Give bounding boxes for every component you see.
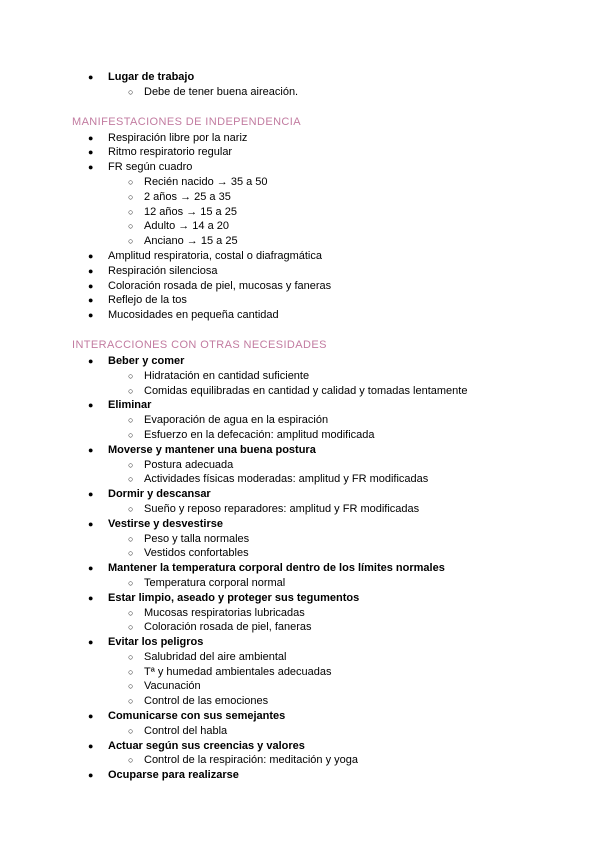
list-item-label: Mucosidades en pequeña cantidad [108, 309, 279, 322]
circle-bullet-icon: ○ [128, 533, 134, 544]
sub-list [108, 458, 600, 488]
list-item-label: Respiración silenciosa [108, 264, 218, 277]
sub-list-item-label: 12 años → 15 a 25 [144, 205, 237, 218]
sub-list-item [108, 576, 600, 591]
circle-bullet-icon: ○ [128, 370, 134, 381]
circle-bullet-icon: ○ [128, 191, 134, 202]
list-item [0, 145, 600, 160]
sub-list [108, 369, 600, 399]
list-item-label: Ritmo respiratorio regular [108, 146, 233, 159]
sub-list-item-label: Hidratación en cantidad suficiente [144, 369, 310, 382]
document-page [0, 70, 600, 783]
sub-list [108, 532, 600, 562]
bullet-icon: ● [88, 280, 94, 291]
bullet-icon: ● [88, 250, 94, 261]
list-item [0, 591, 600, 635]
list-item [0, 398, 600, 442]
list-item [0, 517, 600, 561]
sub-list-item-label: Esfuerzo en la defecación: amplitud modificada [144, 428, 375, 441]
sub-list-item-label: Vacunación [144, 680, 201, 693]
bullet-list [0, 131, 600, 323]
circle-bullet-icon: ○ [128, 681, 134, 692]
bullet-icon: ● [88, 444, 94, 455]
sub-list-item-label: 2 años → 25 a 35 [144, 190, 231, 203]
list-item [0, 561, 600, 591]
circle-bullet-icon: ○ [128, 176, 134, 187]
sub-list-item [108, 369, 600, 384]
list-item-label: Comunicarse con sus semejantes [108, 710, 286, 723]
bullet-icon: ● [88, 592, 94, 603]
list-item-label: Vestirse y desvestirse [108, 517, 223, 530]
bullet-icon: ● [88, 770, 94, 781]
bullet-list [0, 70, 600, 100]
list-item [0, 487, 600, 517]
bullet-icon: ● [88, 637, 94, 648]
sub-list-item [108, 428, 600, 443]
sub-list-item [108, 606, 600, 621]
sub-list-item [108, 190, 600, 205]
list-item [0, 443, 600, 487]
list-item [0, 739, 600, 769]
list-item [0, 709, 600, 739]
sub-list [108, 502, 600, 517]
circle-bullet-icon: ○ [128, 622, 134, 633]
sub-list [108, 753, 600, 768]
list-item-label: Amplitud respiratoria, costal o diafragmática [108, 249, 322, 262]
bullet-icon: ● [88, 132, 94, 143]
sub-list-item-label: Anciano → 15 a 25 [144, 235, 238, 248]
list-item [0, 293, 600, 308]
sub-list-item-label: Tª y humedad ambientales adecuadas [144, 665, 332, 678]
sub-list-item [108, 205, 600, 220]
sub-list-item [108, 175, 600, 190]
list-item-label: Mantener la temperatura corporal dentro de los límites normales [108, 562, 445, 575]
sub-list-item-label: Mucosas respiratorias lubricadas [144, 606, 305, 619]
sub-list-item [108, 413, 600, 428]
sub-list-item [108, 665, 600, 680]
sub-list-item [108, 234, 600, 249]
list-item-label: Moverse y mantener una buena postura [108, 443, 316, 456]
sub-list [108, 175, 600, 249]
circle-bullet-icon: ○ [128, 607, 134, 618]
sub-list-item-label: Comidas equilibradas en cantidad y calidad y tomadas lentamente [144, 384, 468, 397]
bullet-icon: ● [88, 310, 94, 321]
bullet-icon: ● [88, 489, 94, 500]
sub-list-item-label: Actividades físicas moderadas: amplitud y FR modificadas [144, 473, 429, 486]
circle-bullet-icon: ○ [128, 696, 134, 707]
list-item [0, 249, 600, 264]
list-item-label: Actuar según sus creencias y valores [108, 739, 305, 752]
sub-list-item [108, 532, 600, 547]
list-item-label: Ocuparse para realizarse [108, 769, 239, 782]
bullet-icon: ● [88, 740, 94, 751]
bullet-icon: ● [88, 563, 94, 574]
list-item [0, 635, 600, 709]
sub-list [108, 413, 600, 443]
bullet-icon: ● [88, 400, 94, 411]
sub-list-item [108, 458, 600, 473]
list-item-label: Dormir y descansar [108, 488, 211, 501]
sub-list-item [108, 502, 600, 517]
circle-bullet-icon: ○ [128, 503, 134, 514]
circle-bullet-icon: ○ [128, 86, 134, 97]
circle-bullet-icon: ○ [128, 385, 134, 396]
sub-list [108, 650, 600, 709]
sub-list-item [108, 694, 600, 709]
sub-list [108, 606, 600, 636]
sub-list [108, 85, 600, 100]
circle-bullet-icon: ○ [128, 236, 134, 247]
sub-list-item [108, 724, 600, 739]
sub-list-item-label: Control de las emociones [144, 695, 269, 708]
bullet-icon: ● [88, 518, 94, 529]
bullet-list [0, 354, 600, 783]
bullet-icon: ● [88, 147, 94, 158]
sub-list-item-label: Vestidos confortables [144, 547, 249, 560]
sub-list-item [108, 546, 600, 561]
list-item-label: Estar limpio, aseado y proteger sus tegumentos [108, 591, 360, 604]
list-item-label: FR según cuadro [108, 161, 193, 174]
sub-list-item-label: Coloración rosada de piel, faneras [144, 621, 312, 634]
list-item [0, 308, 600, 323]
sub-list-item-label: Postura adecuada [144, 458, 234, 471]
sub-list-item [108, 472, 600, 487]
bullet-icon: ● [88, 355, 94, 366]
sub-list-item [108, 85, 600, 100]
sub-list [108, 576, 600, 591]
list-item-label: Evitar los peligros [108, 636, 204, 649]
circle-bullet-icon: ○ [128, 725, 134, 736]
sub-list-item-label: Control del habla [144, 724, 228, 737]
sub-list-item-label: Sueño y reposo reparadores: amplitud y FR modificadas [144, 502, 420, 515]
section-heading: INTERACCIONES CON OTRAS NECESIDADES [72, 338, 327, 351]
sub-list-item [108, 650, 600, 665]
list-item [0, 70, 600, 100]
sub-list-item-label: Peso y talla normales [144, 532, 250, 545]
section [0, 115, 600, 323]
section [0, 70, 600, 100]
circle-bullet-icon: ○ [128, 651, 134, 662]
sub-list-item-label: Recién nacido → 35 a 50 [144, 175, 268, 188]
list-item-label: Beber y comer [108, 354, 185, 367]
sub-list-item [108, 753, 600, 768]
bullet-icon: ● [88, 711, 94, 722]
sub-list-item [108, 219, 600, 234]
circle-bullet-icon: ○ [128, 577, 134, 588]
circle-bullet-icon: ○ [128, 206, 134, 217]
list-item [0, 264, 600, 279]
circle-bullet-icon: ○ [128, 221, 134, 232]
bullet-icon: ● [88, 162, 94, 173]
sub-list-item [108, 679, 600, 694]
list-item-label: Eliminar [108, 399, 152, 412]
list-item [0, 160, 600, 249]
bullet-icon: ● [88, 265, 94, 276]
sub-list-item-label: Salubridad del aire ambiental [144, 650, 287, 663]
circle-bullet-icon: ○ [128, 415, 134, 426]
sub-list-item-label: Adulto → 14 a 20 [144, 220, 230, 233]
list-item [0, 354, 600, 398]
circle-bullet-icon: ○ [128, 548, 134, 559]
list-item-label: Respiración libre por la nariz [108, 131, 248, 144]
section [0, 338, 600, 783]
list-item [0, 768, 600, 783]
bullet-icon: ● [88, 72, 94, 82]
list-item [0, 131, 600, 146]
bullet-icon: ● [88, 295, 94, 306]
sub-list-item [108, 620, 600, 635]
sub-list-item [108, 384, 600, 399]
circle-bullet-icon: ○ [128, 755, 134, 766]
circle-bullet-icon: ○ [128, 429, 134, 440]
list-item-label: Lugar de trabajo [108, 71, 195, 83]
circle-bullet-icon: ○ [128, 666, 134, 677]
circle-bullet-icon: ○ [128, 474, 134, 485]
sub-list [108, 724, 600, 739]
circle-bullet-icon: ○ [128, 459, 134, 470]
sub-list-item-label: Debe de tener buena aireación. [144, 85, 299, 98]
list-item-label: Reflejo de la tos [108, 294, 187, 307]
list-item-label: Coloración rosada de piel, mucosas y faneras [108, 279, 332, 292]
section-heading: MANIFESTACIONES DE INDEPENDENCIA [72, 115, 301, 128]
sub-list-item-label: Temperatura corporal normal [144, 576, 286, 589]
list-item [0, 279, 600, 294]
sub-list-item-label: Control de la respiración: meditación y yoga [144, 754, 359, 767]
sub-list-item-label: Evaporación de agua en la espiración [144, 414, 329, 427]
